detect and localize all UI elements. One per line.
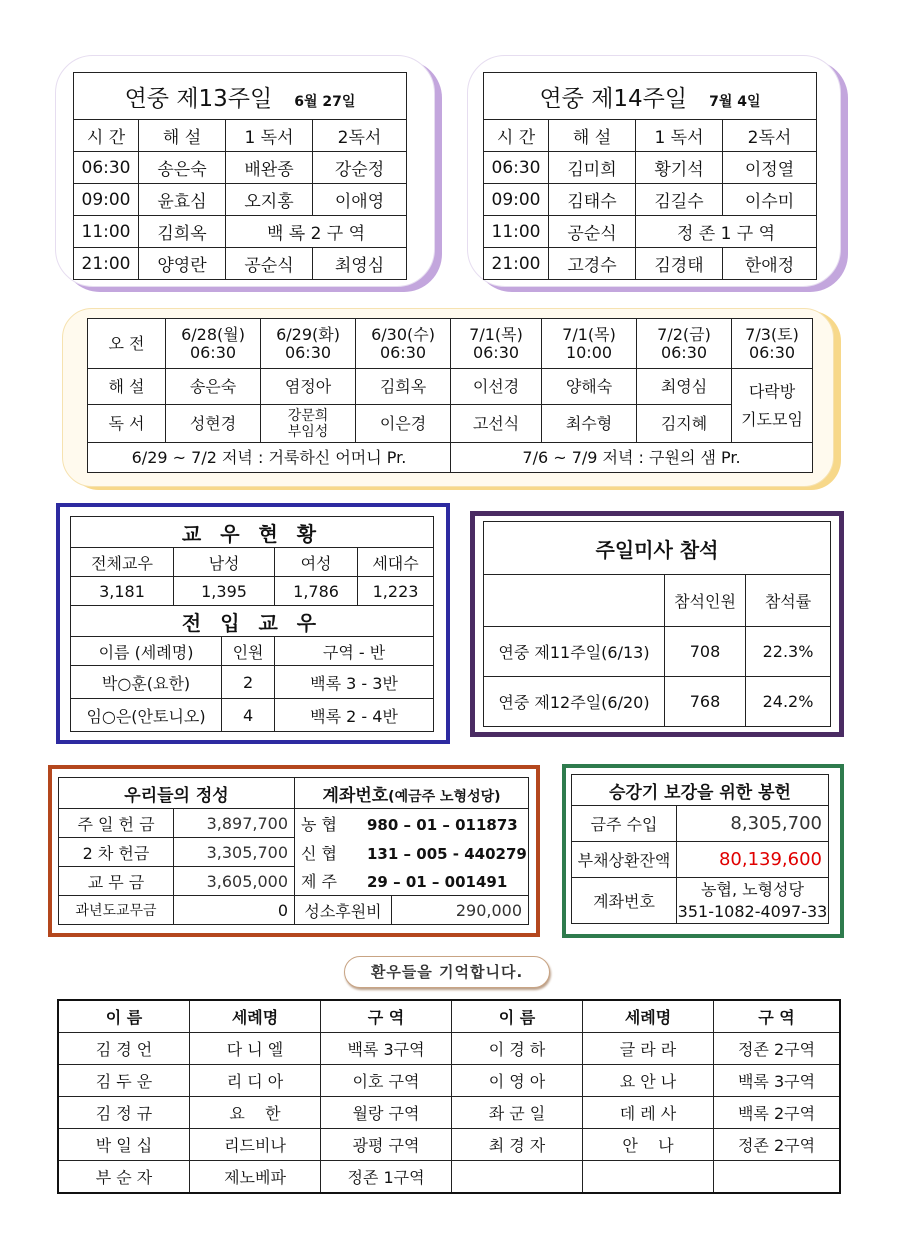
cell: 성소후원비 bbox=[295, 896, 392, 925]
cell: 이호 구역 bbox=[321, 1065, 452, 1097]
header-time: 시 간 bbox=[74, 120, 139, 152]
cell: 안 나 bbox=[583, 1129, 714, 1161]
cell: 박 일 십 bbox=[58, 1129, 190, 1161]
cell bbox=[452, 1161, 583, 1194]
cell: 이 름 bbox=[58, 1000, 190, 1033]
cell: 백록 3구역 bbox=[321, 1033, 452, 1065]
cell: 3,605,000 bbox=[174, 867, 295, 896]
cell: 배완종 bbox=[226, 152, 313, 184]
cell: 이정열 bbox=[723, 152, 817, 184]
cell: 김 정 규 bbox=[58, 1097, 190, 1129]
cell: 데 레 사 bbox=[583, 1097, 714, 1129]
parish-stats-table bbox=[70, 516, 434, 732]
cell: 윤효심 bbox=[139, 184, 226, 216]
cell: 금주 수입 bbox=[572, 806, 677, 842]
cell: 임○은(안토니오) bbox=[71, 699, 222, 732]
cell: 부채상환잔액 bbox=[572, 842, 677, 878]
cell: 3,897,700 bbox=[174, 809, 295, 838]
cell-prayer-meeting: 다락방 기도모임 bbox=[732, 369, 813, 443]
week14-table bbox=[483, 72, 817, 280]
cell: 06:30 bbox=[484, 152, 549, 184]
cell: 정존 2구역 bbox=[714, 1033, 841, 1065]
cell: 인원 bbox=[222, 637, 275, 666]
cell: 구역 - 반 bbox=[275, 637, 434, 666]
header-reading1: 1 독서 bbox=[226, 120, 313, 152]
cell: 참석률 bbox=[746, 575, 831, 627]
week13-title: 연중 제13주일 6월 27일 bbox=[74, 73, 407, 120]
cell: 강문희 부임성 bbox=[261, 405, 356, 443]
cell: 황기석 bbox=[636, 152, 723, 184]
cell: 백록 3 - 3반 bbox=[275, 666, 434, 699]
cell: 이 경 하 bbox=[452, 1033, 583, 1065]
cell: 오지홍 bbox=[226, 184, 313, 216]
table-row bbox=[58, 1129, 840, 1161]
header-reading2: 2독서 bbox=[313, 120, 407, 152]
cell: 계좌번호 bbox=[572, 878, 677, 924]
week14-title: 연중 제14주일 7월 4일 bbox=[484, 73, 817, 120]
cell: 부 순 자 bbox=[58, 1161, 190, 1194]
cell: 박○훈(요한) bbox=[71, 666, 222, 699]
cell: 최영심 bbox=[313, 248, 407, 280]
cell: 고경수 bbox=[549, 248, 636, 280]
cell: 월랑 구역 bbox=[321, 1097, 452, 1129]
cell: 교 무 금 bbox=[59, 867, 174, 896]
cell: 공순식 bbox=[226, 248, 313, 280]
cell: 김 경 언 bbox=[58, 1033, 190, 1065]
cell: 한애정 bbox=[723, 248, 817, 280]
cell: 최수형 bbox=[542, 405, 637, 443]
cell: 김경태 bbox=[636, 248, 723, 280]
table-row bbox=[58, 1097, 840, 1129]
cell: 백록 3구역 bbox=[714, 1065, 841, 1097]
transfer-title: 전 입 교 우 bbox=[71, 606, 434, 637]
attendance-title: 주일미사 참석 bbox=[484, 522, 831, 575]
cell: 김 두 운 bbox=[58, 1065, 190, 1097]
cell: 송은숙 bbox=[166, 369, 261, 405]
cell: 좌 군 일 bbox=[452, 1097, 583, 1129]
cell: 1,223 bbox=[358, 577, 434, 606]
cell: 세례명 bbox=[190, 1000, 321, 1033]
cell: 708 bbox=[665, 627, 746, 677]
offering-title: 우리들의 정성 bbox=[59, 778, 295, 809]
cell: 8,305,700 bbox=[677, 806, 829, 842]
weekday-col: 7/2(금) 06:30 bbox=[637, 319, 732, 369]
cell: 송은숙 bbox=[139, 152, 226, 184]
table-row bbox=[58, 1161, 840, 1194]
footer-left: 6/29 ~ 7/2 저녁 : 거룩하신 어머니 Pr. bbox=[88, 443, 451, 473]
cell: 백록 2구역 bbox=[714, 1097, 841, 1129]
cell: 22.3% bbox=[746, 627, 831, 677]
header-commentator: 해 설 bbox=[139, 120, 226, 152]
cell: 강순정 bbox=[313, 152, 407, 184]
footer-right: 7/6 ~ 7/9 저녁 : 구원의 샘 Pr. bbox=[451, 443, 813, 473]
parish-title: 교 우 현 황 bbox=[71, 517, 434, 548]
cell: 염정아 bbox=[261, 369, 356, 405]
cell: 남성 bbox=[174, 548, 275, 577]
weekday-col: 7/3(토) 06:30 bbox=[732, 319, 813, 369]
cell: 24.2% bbox=[746, 677, 831, 727]
cell: 김미희 bbox=[549, 152, 636, 184]
cell: 구 역 bbox=[714, 1000, 841, 1033]
week13-table bbox=[73, 72, 407, 280]
cell: 여성 bbox=[275, 548, 358, 577]
table-row bbox=[58, 1033, 840, 1065]
cell: 공순식 bbox=[549, 216, 636, 248]
building-title: 승강기 보강을 위한 봉헌 bbox=[572, 775, 829, 806]
cell: 김희옥 bbox=[139, 216, 226, 248]
cell: 768 bbox=[665, 677, 746, 727]
account-title: 계좌번호(예금주 노형성당) bbox=[295, 778, 529, 809]
cell: 연중 제11주일(6/13) bbox=[484, 627, 665, 677]
cell: 연중 제12주일(6/20) bbox=[484, 677, 665, 727]
cell: 3,181 bbox=[71, 577, 174, 606]
cell: 백 록 2 구 역 bbox=[226, 216, 407, 248]
cell: 주 일 헌 금 bbox=[59, 809, 174, 838]
building-account: 농협, 노형성당 351-1082-4097-33 bbox=[677, 878, 829, 924]
cell: 09:00 bbox=[74, 184, 139, 216]
cell: 11:00 bbox=[74, 216, 139, 248]
cell: 0 bbox=[174, 896, 295, 925]
row-label-commentator: 해 설 bbox=[88, 369, 166, 405]
cell: 1,786 bbox=[275, 577, 358, 606]
cell: 290,000 bbox=[392, 896, 529, 925]
cell: 09:00 bbox=[484, 184, 549, 216]
account-row: 농 협 980 – 01 – 011873 bbox=[295, 809, 529, 838]
cell: 이애영 bbox=[313, 184, 407, 216]
cell: 과년도교무금 bbox=[59, 896, 174, 925]
cell: 다 니 엘 bbox=[190, 1033, 321, 1065]
header-time: 시 간 bbox=[484, 120, 549, 152]
debt-value: 80,139,600 bbox=[677, 842, 829, 878]
cell: 3,305,700 bbox=[174, 838, 295, 867]
header-reading2: 2독서 bbox=[723, 120, 817, 152]
cell: 06:30 bbox=[74, 152, 139, 184]
cell bbox=[484, 575, 665, 627]
cell: 이선경 bbox=[451, 369, 542, 405]
cell: 이수미 bbox=[723, 184, 817, 216]
cell: 21:00 bbox=[74, 248, 139, 280]
building-table bbox=[571, 774, 829, 924]
cell: 김희옥 bbox=[356, 369, 451, 405]
weekday-col: 6/29(화) 06:30 bbox=[261, 319, 356, 369]
cell: 백록 2 - 4반 bbox=[275, 699, 434, 732]
header-commentator: 해 설 bbox=[549, 120, 636, 152]
cell: 최 경 자 bbox=[452, 1129, 583, 1161]
row-label-reader: 독 서 bbox=[88, 405, 166, 443]
cell: 세대수 bbox=[358, 548, 434, 577]
table-row bbox=[58, 1065, 840, 1097]
weekday-col: 7/1(목) 06:30 bbox=[451, 319, 542, 369]
cell: 요 안 나 bbox=[583, 1065, 714, 1097]
cell: 세례명 bbox=[583, 1000, 714, 1033]
cell: 21:00 bbox=[484, 248, 549, 280]
cell bbox=[583, 1161, 714, 1194]
cell: 성현경 bbox=[166, 405, 261, 443]
cell: 이 름 bbox=[452, 1000, 583, 1033]
cell: 광평 구역 bbox=[321, 1129, 452, 1161]
cell: 리 디 아 bbox=[190, 1065, 321, 1097]
cell: 구 역 bbox=[321, 1000, 452, 1033]
sick-title: 환우들을 기억합니다. bbox=[344, 956, 550, 988]
cell: 전체교우 bbox=[71, 548, 174, 577]
account-row: 제 주 29 – 01 – 001491 bbox=[295, 867, 529, 896]
sick-table bbox=[57, 999, 841, 1194]
weekday-col: 6/28(월) 06:30 bbox=[166, 319, 261, 369]
cell: 2 bbox=[222, 666, 275, 699]
header-reading1: 1 독서 bbox=[636, 120, 723, 152]
cell: 2 차 헌금 bbox=[59, 838, 174, 867]
cell: 이름 (세례명) bbox=[71, 637, 222, 666]
cell: 양해숙 bbox=[542, 369, 637, 405]
weekday-table bbox=[87, 318, 813, 473]
cell: 정 존 1 구 역 bbox=[636, 216, 817, 248]
cell: 양영란 bbox=[139, 248, 226, 280]
cell: 정존 2구역 bbox=[714, 1129, 841, 1161]
cell: 참석인원 bbox=[665, 575, 746, 627]
cell: 최영심 bbox=[637, 369, 732, 405]
weekday-col: 7/1(목) 10:00 bbox=[542, 319, 637, 369]
cell: 이은경 bbox=[356, 405, 451, 443]
row-label-morning: 오 전 bbox=[88, 319, 166, 369]
cell: 글 라 라 bbox=[583, 1033, 714, 1065]
cell: 김길수 bbox=[636, 184, 723, 216]
offering-table bbox=[58, 777, 529, 925]
cell: 제노베파 bbox=[190, 1161, 321, 1194]
account-row: 신 협 131 – 005 - 440279 bbox=[295, 838, 529, 867]
cell: 김태수 bbox=[549, 184, 636, 216]
cell: 이 영 아 bbox=[452, 1065, 583, 1097]
attendance-table bbox=[483, 521, 831, 727]
cell: 요 한 bbox=[190, 1097, 321, 1129]
cell bbox=[714, 1161, 841, 1194]
cell: 1,395 bbox=[174, 577, 275, 606]
cell: 4 bbox=[222, 699, 275, 732]
weekday-col: 6/30(수) 06:30 bbox=[356, 319, 451, 369]
cell: 김지혜 bbox=[637, 405, 732, 443]
cell: 고선식 bbox=[451, 405, 542, 443]
cell: 정존 1구역 bbox=[321, 1161, 452, 1194]
cell: 리드비나 bbox=[190, 1129, 321, 1161]
cell: 11:00 bbox=[484, 216, 549, 248]
